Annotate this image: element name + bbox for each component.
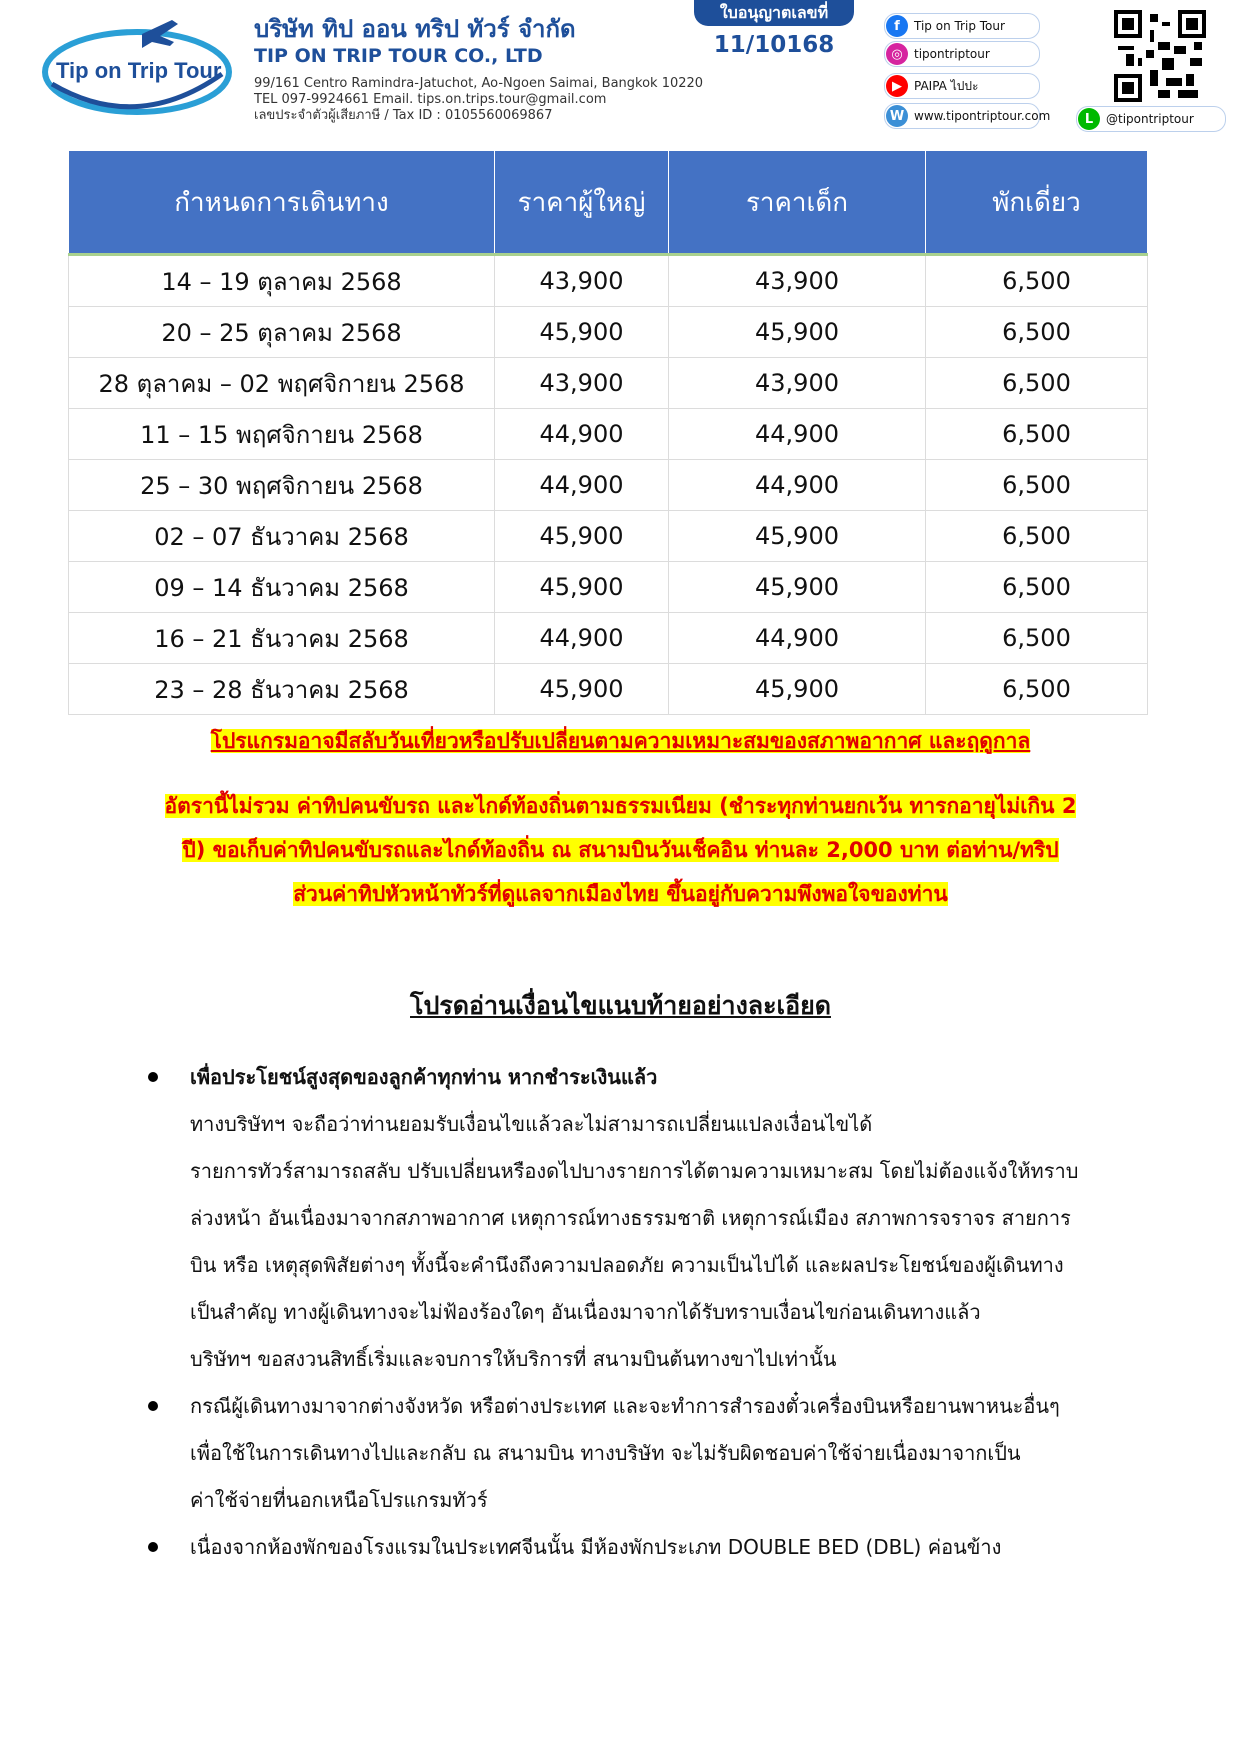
table-header-row [69, 151, 1148, 255]
table-row [69, 460, 1148, 511]
social-label: tipontriptour [914, 47, 990, 61]
table-row [69, 613, 1148, 664]
tip-note-line-1: อัตรานี้ไม่รวม ค่าทิปคนขับรถ และไกด์ท้องถิ่นตามธรรมเนียม (ชำระทุกท่านยกเว้น ทารกอายุไม่เกิน 2 [164, 794, 1077, 818]
child-price: 45,900 [669, 511, 926, 562]
table-row [69, 562, 1148, 613]
travel-date: 28 ตุลาคม – 02 พฤศจิกายน 2568 [69, 358, 495, 409]
child-price: 43,900 [669, 358, 926, 409]
child-price: 45,900 [669, 562, 926, 613]
adult-price: 44,900 [495, 409, 669, 460]
company-address: 99/161 Centro Ramindra-Jatuchot, Ao-Ngoen Saimai, Bangkok 10220 [254, 76, 704, 91]
condition-line: กรณีผู้เดินทางมาจากต่างจังหวัด หรือต่างประเทศ และจะทำการสำรองตั๋วเครื่องบินหรือยานพาหนะอื่นๆ [190, 1394, 1060, 1418]
logo-text: Tip on Trip Tour [56, 58, 222, 83]
child-price: 43,900 [669, 255, 926, 307]
child-price: 44,900 [669, 460, 926, 511]
instagram-icon: ◎ [886, 43, 908, 65]
social-facebook[interactable] [884, 13, 1040, 39]
single-price: 6,500 [926, 460, 1148, 511]
condition-line: เนื่องจากห้องพักของโรงแรมในประเทศจีนนั้น มีห้องพักประเภท DOUBLE BED (DBL) ค่อนข้าง [190, 1535, 1002, 1559]
social-label: PAIPA ไปปะ [914, 78, 979, 93]
tip-note-line-3: ส่วนค่าทิปหัวหน้าทัวร์ที่ดูแลจากเมืองไทย ขึ้นอยู่กับความพึงพอใจของท่าน [293, 882, 948, 906]
condition-line: ทางบริษัทฯ จะถือว่าท่านยอมรับเงื่อนไขแล้วละไม่สามารถเปลี่ยนแปลงเงื่อนไขได้ [190, 1112, 873, 1136]
condition-line: บริษัทฯ ขอสงวนสิทธิ์เริ่มและจบการให้บริการที่ สนามบินต้นทางขาไปเท่านั้น [190, 1347, 837, 1371]
social-instagram[interactable] [884, 41, 1040, 67]
table-row [69, 307, 1148, 358]
travel-date: 16 – 21 ธันวาคม 2568 [69, 613, 495, 664]
condition-heading: เพื่อประโยชน์สูงสุดของลูกค้าทุกท่าน หากชำระเงินแล้ว [190, 1065, 658, 1089]
table-row [69, 664, 1148, 715]
youtube-icon: ▶ [886, 75, 908, 97]
line-icon: L [1078, 108, 1100, 130]
social-line[interactable] [1076, 106, 1226, 132]
tip-note-line-2: ปี) ขอเก็บค่าทิปคนขับรถและไกด์ท้องถิ่น ณ สนามบินวันเช็คอิน ท่านละ 2,000 บาท ต่อท่าน/ทริป [182, 838, 1059, 862]
table-row [69, 409, 1148, 460]
condition-line: เพื่อใช้ในการเดินทางไปและกลับ ณ สนามบิน ทางบริษัท จะไม่รับผิดชอบค่าใช้จ่ายเนื่องมาจากเป็น [190, 1441, 1021, 1465]
condition-line: รายการทัวร์สามารถสลับ ปรับเปลี่ยนหรืองดไปบางรายการได้ตามความเหมาะสม โดยไม่ต้องแจ้งให้ทราบ [190, 1159, 1079, 1183]
conditions-title: โปรดอ่านเงื่อนไขแนบท้ายอย่างละเอียด [410, 991, 831, 1020]
single-price: 6,500 [926, 358, 1148, 409]
single-price: 6,500 [926, 562, 1148, 613]
table-row [69, 511, 1148, 562]
adult-price: 45,900 [495, 307, 669, 358]
list-item [148, 1054, 1148, 1383]
condition-line: ล่วงหน้า อันเนื่องมาจากสภาพอากาศ เหตุการณ์ทางธรรมชาติ เหตุการณ์เมือง สภาพการจราจร สายการ [190, 1206, 1071, 1230]
table-row [69, 358, 1148, 409]
bullet-icon [148, 1072, 158, 1082]
facebook-icon: f [886, 15, 908, 37]
page-header [0, 0, 1241, 140]
travel-date: 20 – 25 ตุลาคม 2568 [69, 307, 495, 358]
website-icon: W [886, 105, 908, 127]
single-price: 6,500 [926, 511, 1148, 562]
company-name-th: บริษัท ทิป ออน ทริป ทัวร์ จำกัด [254, 15, 576, 43]
bullet-icon [148, 1401, 158, 1411]
adult-price: 44,900 [495, 613, 669, 664]
adult-price: 45,900 [495, 511, 669, 562]
child-price: 44,900 [669, 613, 926, 664]
travel-date: 09 – 14 ธันวาคม 2568 [69, 562, 495, 613]
company-info [254, 14, 724, 124]
travel-date: 02 – 07 ธันวาคม 2568 [69, 511, 495, 562]
single-price: 6,500 [926, 409, 1148, 460]
program-change-note [0, 726, 1241, 756]
single-price: 6,500 [926, 664, 1148, 715]
social-youtube[interactable] [884, 73, 1040, 99]
adult-price: 44,900 [495, 460, 669, 511]
single-price: 6,500 [926, 613, 1148, 664]
condition-line: เป็นสำคัญ ทางผู้เดินทางจะไม่ฟ้องร้องใดๆ อันเนื่องมาจากได้รับทราบเงื่อนไขก่อนเดินทางแล้ว [190, 1300, 981, 1324]
license-label: ใบอนุญาตเลขที่ [694, 0, 854, 26]
license-box [694, 0, 854, 68]
price-table [68, 150, 1148, 715]
company-name-en: TIP ON TRIP TOUR CO., LTD [254, 45, 543, 67]
child-price: 44,900 [669, 409, 926, 460]
travel-date: 11 – 15 พฤศจิกายน 2568 [69, 409, 495, 460]
qr-code [1114, 10, 1206, 102]
social-label: Tip on Trip Tour [914, 19, 1005, 33]
table-row [69, 255, 1148, 307]
list-item [148, 1383, 1148, 1524]
header-single-supplement: พักเดี่ยว [926, 151, 1148, 255]
condition-line: บิน หรือ เหตุสุดพิสัยต่างๆ ทั้งนี้จะคำนึงถึงความปลอดภัย ความเป็นไปได้ และผลประโยชน์ของผู้เดินทาง [190, 1253, 1064, 1277]
header-child-price: ราคาเด็ก [669, 151, 926, 255]
note-program-change: โปรแกรมอาจมีสลับวันเที่ยวหรือปรับเปลี่ยนตามความเหมาะสมของสภาพอากาศ และฤดูกาล [210, 729, 1031, 753]
child-price: 45,900 [669, 307, 926, 358]
conditions-list [148, 1054, 1148, 1571]
adult-price: 43,900 [495, 255, 669, 307]
adult-price: 45,900 [495, 562, 669, 613]
child-price: 45,900 [669, 664, 926, 715]
header-adult-price: ราคาผู้ใหญ่ [495, 151, 669, 255]
license-number: 11/10168 [713, 32, 835, 58]
social-label: @tipontriptour [1106, 112, 1194, 126]
travel-date: 25 – 30 พฤศจิกายน 2568 [69, 460, 495, 511]
single-price: 6,500 [926, 255, 1148, 307]
travel-date: 23 – 28 ธันวาคม 2568 [69, 664, 495, 715]
condition-line: ค่าใช้จ่ายที่นอกเหนือโปรแกรมทัวร์ [190, 1488, 488, 1512]
company-logo [42, 14, 232, 118]
adult-price: 45,900 [495, 664, 669, 715]
social-label: www.tipontriptour.com [914, 109, 1051, 123]
travel-date: 14 – 19 ตุลาคม 2568 [69, 255, 495, 307]
adult-price: 43,900 [495, 358, 669, 409]
single-price: 6,500 [926, 307, 1148, 358]
tip-note [100, 784, 1141, 916]
company-tax-id: เลขประจำตัวผู้เสียภาษี / Tax ID : 0105560069867 [254, 108, 553, 123]
list-item [148, 1524, 1148, 1571]
bullet-icon [148, 1542, 158, 1552]
header-travel-dates: กำหนดการเดินทาง [69, 151, 495, 255]
social-website[interactable] [884, 103, 1051, 129]
company-contact: TEL 097-9924661 Email. tips.on.trips.tour@gmail.com [254, 92, 607, 107]
